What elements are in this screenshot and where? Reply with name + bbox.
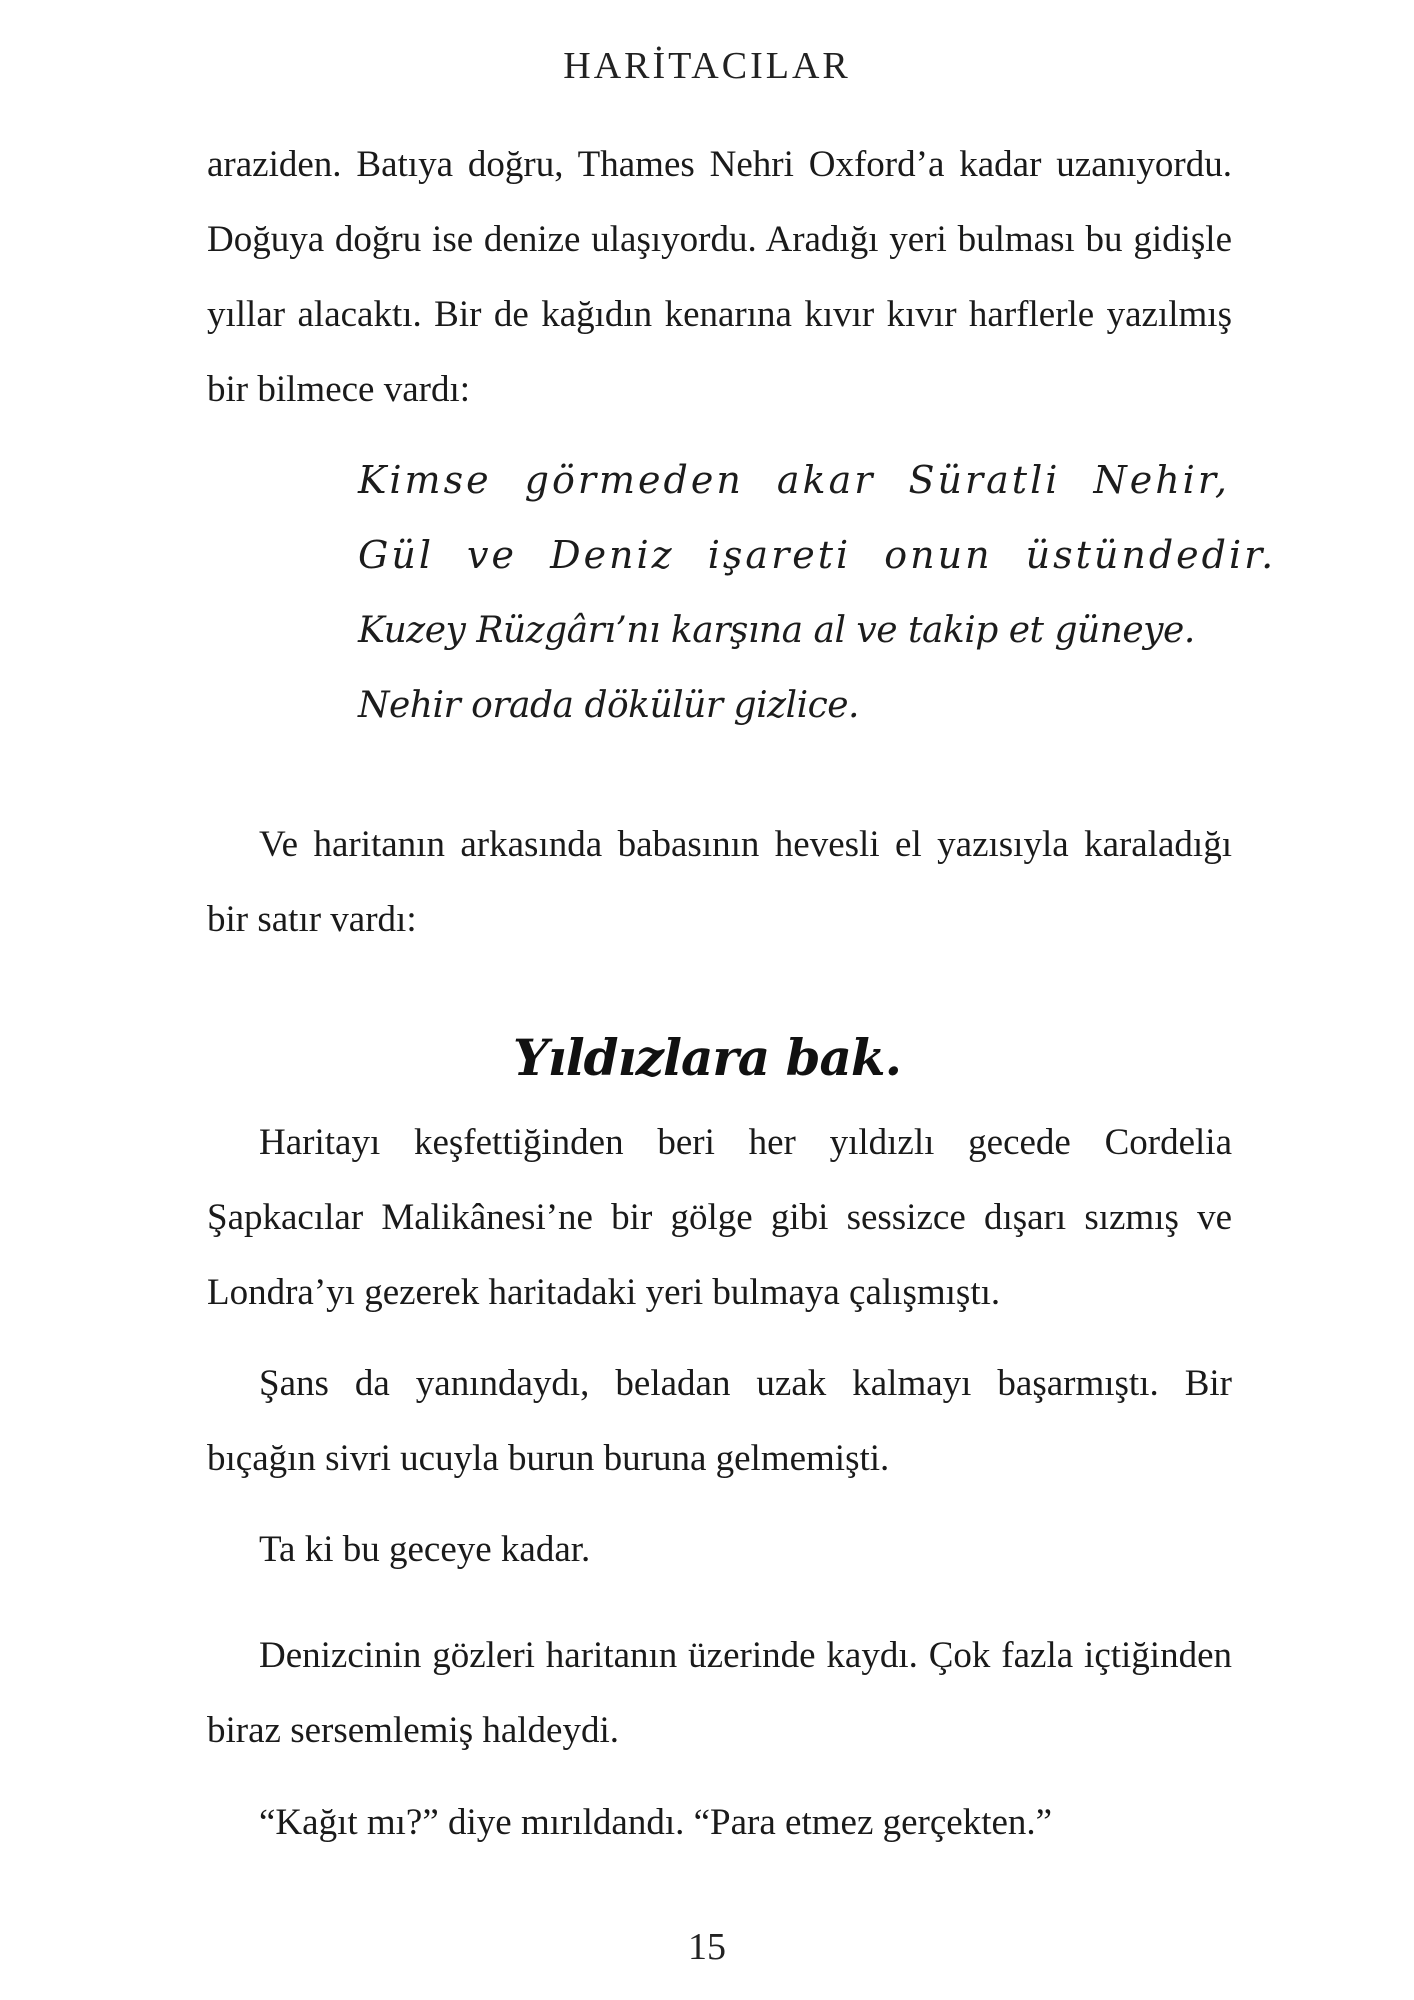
riddle-line-4: Nehir orada dökülür gizlice. xyxy=(358,685,859,726)
riddle-line-2: Gül ve Deniz işareti onun üstündedir. xyxy=(358,533,1277,577)
paragraph-text: Şans da yanındaydı, beladan uzak kalmayı başarmıştı. Bir bıçağın sivri ucuyla burun buruna gelmemişti. xyxy=(207,1363,1232,1479)
paragraph-text: Denizcinin gözleri haritanın üzerinde kaydı. Çok fazla içtiğinden biraz sersemlemiş haldeydi. xyxy=(207,1635,1232,1751)
paragraph-text: Haritayı keşfettiğinden beri her yıldızlı gecede Cordelia Şapkacılar Malikânesi’ne bir gölge gibi sessizce dışarı sızmış ve Londra’yı gezerek haritadaki yeri bulmaya çalışmıştı. xyxy=(207,1122,1232,1313)
paragraph-6 xyxy=(207,1618,1232,1768)
riddle-line-1: Kimse görmeden akar Süratli Nehir, xyxy=(358,458,1230,502)
paragraph-7 xyxy=(207,1785,1232,1860)
paragraph-2 xyxy=(207,807,1232,957)
paragraph-1 xyxy=(207,127,1232,427)
paragraph-4 xyxy=(207,1346,1232,1496)
paragraph-text: Ta ki bu geceye kadar. xyxy=(259,1529,591,1570)
riddle-verse xyxy=(358,443,1277,743)
running-head-title: HARİTACILAR xyxy=(563,45,851,87)
handwritten-note: Yıldızlara bak. xyxy=(513,1028,901,1087)
paragraph-3 xyxy=(207,1105,1232,1330)
page-number: 15 xyxy=(688,1926,726,1968)
paragraph-text: “Kağıt mı?” diye mırıldandı. “Para etmez gerçekten.” xyxy=(259,1802,1053,1843)
paragraph-text: Ve haritanın arkasında babasının hevesli el yazısıyla karaladığı bir satır vardı: xyxy=(207,824,1232,940)
riddle-line-3: Kuzey Rüzgârı’nı karşına al ve takip et güneye. xyxy=(358,610,1195,651)
paragraph-text: araziden. Batıya doğru, Thames Nehri Oxford’a kadar uzanıyordu. Doğuya doğru ise denize ulaşıyordu. Aradığı yeri bulması bu gidişle yıllar alacaktı. Bir de kağıdın kenarına kıvır kıvır harflerle yazılmış bir bilmece vardı: xyxy=(207,144,1232,410)
paragraph-5 xyxy=(207,1512,1232,1587)
